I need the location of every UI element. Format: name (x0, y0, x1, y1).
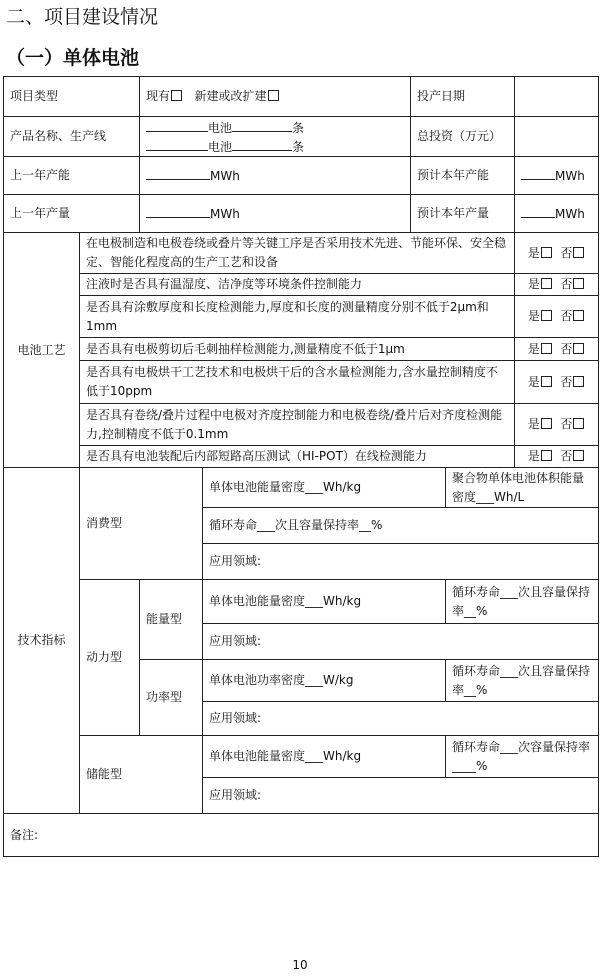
consumer-polymer-density[interactable]: 聚合物单体电池体积能量密度___Wh/L (446, 468, 599, 508)
yes-no-choice[interactable] (515, 446, 599, 468)
est-capacity-blank[interactable] (521, 166, 555, 180)
yes-no-choice[interactable] (515, 296, 599, 338)
yes-no-choice[interactable] (515, 274, 599, 296)
battery-name-blank-1[interactable] (146, 118, 208, 132)
existing-label: 现有 (146, 89, 171, 103)
process-item: 是否具有电极烘干工艺技术和电极烘干后的含水量检测能力,含水量控制精度不低于10ppm (80, 361, 515, 404)
product-line-row (4, 117, 599, 157)
process-item: 是否具有卷绕/叠片过程中电极对齐度控制能力和电极卷绕/叠片后对齐度检测能力,控制精度不低于0.1mm (80, 404, 515, 446)
power-type-density[interactable]: 单体电池功率密度___W/kg (203, 660, 446, 702)
consumer-application[interactable]: 应用领域: (203, 544, 599, 580)
tech-row (4, 736, 599, 778)
process-row (4, 361, 599, 404)
yes-checkbox[interactable] (541, 418, 552, 429)
yes-label: 是 (527, 245, 540, 260)
tech-row (4, 580, 599, 624)
no-checkbox[interactable] (573, 376, 584, 387)
last-year-capacity-cell (140, 157, 411, 195)
process-item: 是否具有电池装配后内部短路高压测试（HI-POT）在线检测能力 (80, 446, 515, 468)
process-row (4, 274, 599, 296)
est-capacity-label: 预计本年产能 (411, 157, 515, 195)
yes-label: 是 (527, 417, 540, 431)
yes-checkbox[interactable] (541, 450, 552, 461)
no-checkbox[interactable] (573, 418, 584, 429)
no-label: 否 (560, 341, 573, 356)
storage-energy-density[interactable]: 单体电池能量密度___Wh/kg (203, 736, 446, 778)
process-row (4, 296, 599, 338)
total-investment-field[interactable] (515, 117, 599, 157)
line-unit-1: 条 (292, 120, 305, 135)
mwh-unit: MWh (210, 168, 240, 183)
storage-cycle-life[interactable]: 循环寿命___次容量保持率____% (446, 736, 599, 778)
no-checkbox[interactable] (573, 450, 584, 461)
process-label: 电池工艺 (4, 233, 80, 468)
yes-label: 是 (527, 277, 540, 291)
yes-checkbox[interactable] (541, 343, 552, 354)
production-date-field[interactable] (515, 77, 599, 117)
last-year-output-cell (140, 195, 411, 233)
consumer-energy-density[interactable]: 单体电池能量密度___Wh/kg (203, 468, 446, 508)
existing-checkbox[interactable] (171, 90, 182, 101)
project-type-row (4, 77, 599, 117)
est-output-label: 预计本年产量 (411, 195, 515, 233)
no-label: 否 (560, 417, 573, 431)
power-type-label: 功率型 (140, 660, 203, 736)
total-investment-label: 总投资（万元） (411, 117, 515, 157)
process-item: 是否具有涂敷厚度和长度检测能力,厚度和长度的测量精度分别不低于2μm和1mm (80, 296, 515, 338)
est-capacity-cell (515, 157, 599, 195)
process-row (4, 404, 599, 446)
consumer-cycle-life[interactable]: 循环寿命___次且容量保持率__% (203, 508, 599, 544)
project-type-label: 项目类型 (4, 77, 140, 117)
no-label: 否 (560, 277, 573, 291)
yes-label: 是 (527, 341, 540, 356)
process-row (4, 233, 599, 274)
process-row (4, 446, 599, 468)
new-expand-checkbox[interactable] (268, 90, 279, 101)
yes-label: 是 (527, 449, 540, 463)
production-date-label: 投产日期 (411, 77, 515, 117)
no-label: 否 (560, 245, 573, 260)
last-year-output-blank[interactable] (146, 204, 210, 218)
product-line-fields (140, 117, 411, 157)
yes-no-choice[interactable] (515, 233, 599, 274)
subsection-title: （一）单体电池 (6, 47, 140, 69)
est-output-blank[interactable] (521, 204, 555, 218)
consumer-label: 消费型 (80, 468, 203, 580)
battery-unit-1: 电池 (208, 120, 233, 135)
yes-checkbox[interactable] (541, 376, 552, 387)
remarks-row (4, 814, 599, 857)
yes-checkbox[interactable] (541, 310, 552, 321)
storage-label: 储能型 (80, 736, 203, 814)
line-count-blank-1[interactable] (232, 118, 292, 132)
yes-checkbox[interactable] (541, 247, 552, 258)
tech-row (4, 468, 599, 508)
mwh-unit: MWh (210, 206, 240, 221)
yes-checkbox[interactable] (541, 278, 552, 289)
capacity-row (4, 157, 599, 195)
no-checkbox[interactable] (573, 310, 584, 321)
energy-type-cycle-life[interactable]: 循环寿命___次且容量保持率__% (446, 580, 599, 624)
output-row (4, 195, 599, 233)
mwh-unit: MWh (555, 168, 585, 183)
process-item: 注液时是否具有温湿度、洁净度等环境条件控制能力 (80, 274, 515, 296)
no-checkbox[interactable] (573, 343, 584, 354)
energy-type-density[interactable]: 单体电池能量密度___Wh/kg (203, 580, 446, 624)
power-label: 动力型 (80, 580, 140, 736)
power-type-application[interactable]: 应用领域: (203, 702, 599, 736)
tech-label: 技术指标 (4, 468, 80, 814)
section-title: 二、项目建设情况 (6, 6, 159, 28)
last-year-capacity-blank[interactable] (146, 166, 210, 180)
no-label: 否 (560, 309, 573, 323)
product-line-label: 产品名称、生产线 (4, 117, 140, 157)
yes-no-choice[interactable] (515, 404, 599, 446)
battery-form-table (3, 76, 599, 857)
process-item: 在电极制造和电极卷绕或叠片等关键工序是否采用技术先进、节能环保、安全稳定、智能化程度高的生产工艺和设备 (80, 233, 515, 274)
remarks-field[interactable]: 备注: (4, 814, 599, 857)
new-expand-label: 新建或改扩建 (194, 89, 267, 103)
power-type-cycle-life[interactable]: 循环寿命___次且容量保持率__% (446, 660, 599, 702)
battery-unit-2: 电池 (208, 139, 233, 154)
storage-application[interactable]: 应用领域: (203, 778, 599, 814)
line-unit-2: 条 (292, 139, 305, 154)
page-number: 10 (292, 958, 308, 972)
process-item: 是否具有电极剪切后毛刺抽样检测能力,测量精度不低于1μm (80, 338, 515, 361)
yes-no-choice[interactable] (515, 338, 599, 361)
est-output-cell (515, 195, 599, 233)
energy-type-label: 能量型 (140, 580, 203, 660)
no-label: 否 (560, 374, 573, 389)
no-checkbox[interactable] (573, 247, 584, 258)
project-type-options (140, 77, 411, 117)
no-checkbox[interactable] (573, 278, 584, 289)
last-year-capacity-label: 上一年产能 (4, 157, 140, 195)
last-year-output-label: 上一年产量 (4, 195, 140, 233)
battery-name-blank-2[interactable] (146, 137, 208, 151)
mwh-unit: MWh (555, 206, 585, 221)
no-label: 否 (560, 449, 573, 463)
yes-no-choice[interactable] (515, 361, 599, 404)
energy-type-application[interactable]: 应用领域: (203, 624, 599, 660)
line-count-blank-2[interactable] (232, 137, 292, 151)
yes-label: 是 (527, 374, 540, 389)
process-row (4, 338, 599, 361)
yes-label: 是 (527, 309, 540, 323)
